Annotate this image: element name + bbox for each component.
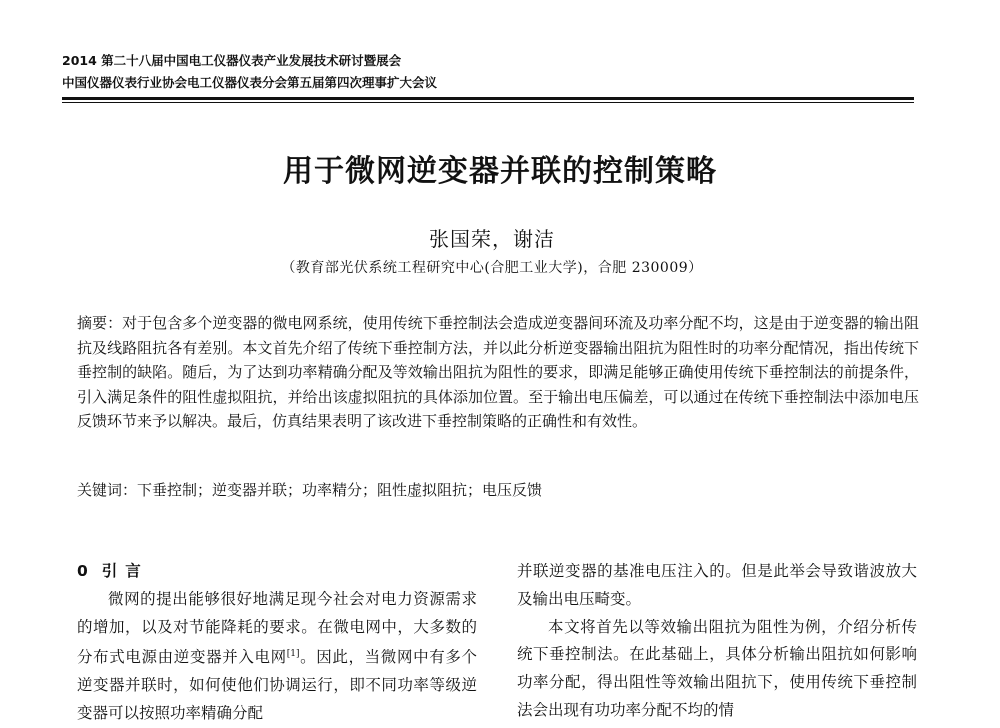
body-left-column bbox=[77, 558, 477, 728]
abstract: 摘要：对于包含多个逆变器的微电网系统，使用传统下垂控制法会造成逆变器间环流及功率分配不均，这是由于逆变器的输出阻抗及线路阻抗各有差别。本文首先介绍了传统下垂控制方法，并以此分析逆变器输出阻抗为阻性时的功率分配情况，指出传统下垂控制的缺陷。随后，为了达到功率精确分配及等效输出阻抗为阻性的要求，即满足能够正确使用传统下垂控制法的前提条件，引入满足条件的阻性虚拟阻抗，并给出该虚拟阻抗的具体添加位置。至于输出电压偏差，可以通过在传统下垂控制法中添加电压反馈环节来予以解决。最后，仿真结果表明了该改进下垂控制策略的正确性和有效性。 bbox=[77, 314, 919, 431]
paper-affiliation: （教育部光伏系统工程研究中心(合肥工业大学)，合肥 230009） bbox=[281, 260, 703, 276]
intro-text-a: 微网的提出能够很好地满足现今社会对电力资源需求的增加，以及对节能降耗的要求。在微电网中，大多数的分布式电源由逆变器并入电网 bbox=[77, 589, 477, 667]
header-rule-thin bbox=[62, 102, 914, 103]
citation-ref: [1] bbox=[286, 649, 300, 660]
intro-paragraph-2: 本文将首先以等效输出阻抗为阻性为例，介绍分析传统下垂控制法。在此基础上，具体分析输出阻抗如何影响功率分配，得出阻性等效输出阻抗下，使用传统下垂控制法会出现有功功率分配不均的情 bbox=[517, 617, 917, 719]
section-heading-intro bbox=[77, 558, 477, 586]
intro-paragraph-continued: 并联逆变器的基准电压注入的。但是此举会导致谐波放大及输出电压畸变。 bbox=[517, 562, 917, 608]
conference-line-1: 2014 第二十八届中国电工仪器仪表产业发展技术研讨暨展会 bbox=[62, 53, 402, 68]
intro-text-b: 。因此，当微网中有多个逆变器并联时，如何使他们协调运行，即不同功率等级逆变器可以按照功率精确分配 bbox=[77, 648, 477, 723]
header-rule-thick bbox=[62, 97, 914, 100]
body-right-column bbox=[517, 558, 917, 725]
conference-header bbox=[62, 50, 917, 94]
conference-line-2: 中国仪器仪表行业协会电工仪器仪表分会第五届第四次理事扩大会议 bbox=[62, 75, 438, 90]
section-number: 0 bbox=[77, 562, 88, 580]
keywords: 关键词：下垂控制；逆变器并联；功率精分；阻性虚拟阻抗；电压反馈 bbox=[77, 481, 543, 499]
intro-paragraph-1 bbox=[77, 586, 477, 728]
paper-authors: 张国荣，谢洁 bbox=[429, 227, 555, 251]
paper-title: 用于微网逆变器并联的控制策略 bbox=[283, 154, 717, 189]
section-name: 引言 bbox=[101, 562, 149, 580]
